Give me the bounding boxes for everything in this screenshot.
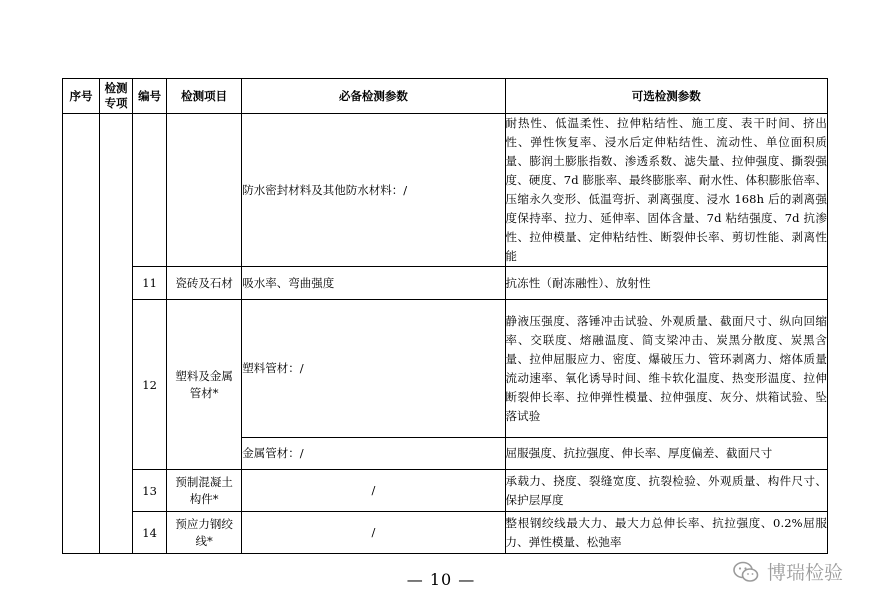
required-cell: 塑料管材：/: [242, 300, 505, 438]
required-cell: 吸水率、弯曲强度: [242, 267, 505, 300]
item-line: 管材*: [189, 385, 219, 400]
header-required: 必备检测参数: [242, 79, 505, 114]
header-seq: 序号: [63, 79, 100, 114]
item-line: 构件*: [189, 491, 219, 506]
header-special-line1: 检测: [104, 81, 128, 95]
num-cell: 14: [133, 512, 167, 554]
num-cell: 13: [133, 470, 167, 512]
special-cell: [100, 114, 133, 554]
num-cell: 11: [133, 267, 167, 300]
testing-parameters-table: [62, 78, 828, 554]
seq-cell: [63, 114, 100, 554]
item-cell: [167, 512, 242, 554]
header-special-line2: 专项: [104, 96, 128, 110]
page-number: — 10 —: [406, 570, 476, 589]
optional-cell: 屈服强度、抗拉强度、伸长率、厚度偏差、截面尺寸: [505, 438, 827, 470]
required-cell: 防水密封材料及其他防水材料：/: [242, 114, 505, 267]
item-line: 塑料及金属: [175, 368, 233, 383]
header-optional: 可选检测参数: [505, 79, 827, 114]
header-special: [100, 79, 133, 114]
table-row: [63, 512, 828, 554]
num-cell: 12: [133, 300, 167, 470]
watermark-text: 博瑞检验: [767, 562, 844, 584]
optional-cell: 承载力、挠度、裂缝宽度、抗裂检验、外观质量、构件尺寸、保护层厚度: [505, 470, 827, 512]
table-row: [63, 300, 828, 438]
item-line: 线*: [195, 533, 213, 548]
optional-cell: 耐热性、低温柔性、拉伸粘结性、施工度、表干时间、挤出性、弹性恢复率、浸水后定伸粘结性、流动性、单位面积质量、膨润土膨胀指数、渗透系数、滤失量、拉伸强度、撕裂强度、硬度、7d 膨胀率、最终膨胀率、耐水性、体积膨胀倍率、压缩永久变形、低温弯折、剥离强度、浸水 168h 后的剥离强度保持率、拉力、延伸率、固体含量、7d 粘结强度、7d 抗渗性、拉伸模量、定伸粘结性、断裂伸长率、剪切性能、剥离性能: [505, 114, 827, 267]
item-cell: [167, 470, 242, 512]
table-row: [63, 470, 828, 512]
required-cell: /: [242, 512, 505, 554]
item-cell: [167, 267, 242, 300]
optional-cell: 整根钢绞线最大力、最大力总伸长率、抗拉强度、0.2%屈服力、弹性模量、松弛率: [505, 512, 827, 554]
optional-cell: 静液压强度、落锤冲击试验、外观质量、截面尺寸、纵向回缩率、交联度、熔融温度、简支梁冲击、炭黑分散度、炭黑含量、拉伸屈服应力、密度、爆破压力、管环剥离力、熔体质量流动速率、氧化诱导时间、维卡软化温度、热变形温度、拉伸断裂伸长率、拉伸弹性模量、拉伸强度、灰分、烘箱试验、坠落试验: [505, 300, 827, 438]
item-line: 预制混凝土: [175, 474, 233, 489]
optional-cell: 抗冻性（耐冻融性）、放射性: [505, 267, 827, 300]
item-cell: [167, 114, 242, 267]
header-item: 检测项目: [167, 79, 242, 114]
watermark: [733, 558, 843, 585]
item-line: 瓷砖及石材: [175, 275, 233, 290]
table-header-row: [63, 79, 828, 114]
wechat-icon: [733, 561, 759, 583]
table-row: [63, 114, 828, 267]
required-cell: /: [242, 470, 505, 512]
num-cell: [133, 114, 167, 267]
required-cell: 金属管材：/: [242, 438, 505, 470]
item-line: 预应力钢绞: [175, 516, 233, 531]
table-row: [63, 267, 828, 300]
header-num: 编号: [133, 79, 167, 114]
item-cell: [167, 300, 242, 470]
